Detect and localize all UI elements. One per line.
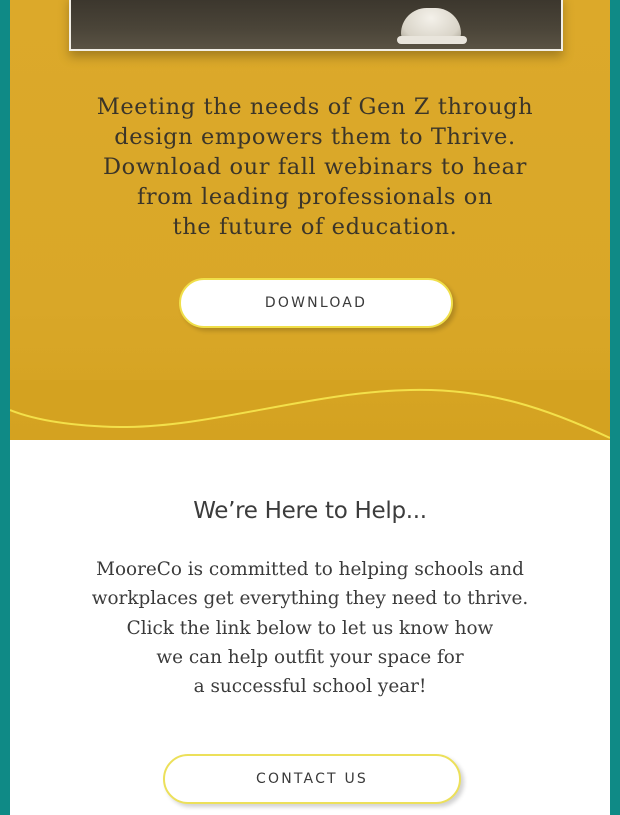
hero-line: Download our fall webinars to hear: [103, 154, 527, 180]
help-heading: We’re Here to Help...: [193, 498, 427, 524]
download-button[interactable]: DOWNLOAD: [179, 278, 453, 328]
hero-section: [10, 0, 610, 440]
hero-line: from leading professionals on: [136, 184, 494, 210]
help-line: a successful school year!: [193, 676, 427, 698]
sneaker-sole-image: [397, 36, 467, 44]
help-line: Click the link below to let us know how: [126, 617, 494, 639]
help-message: [70, 555, 550, 701]
help-line: workplaces get everything they need to thrive.: [91, 588, 529, 610]
help-line: MooreCo is committed to helping schools and: [96, 559, 524, 580]
hero-line: the future of education.: [172, 214, 458, 240]
hero-line: design empowers them to Thrive.: [114, 124, 516, 150]
help-line: we can help outfit your space for: [156, 646, 464, 668]
hero-message: [50, 92, 580, 242]
hero-photo: [69, 0, 563, 51]
hero-line: Meeting the needs of Gen Z through: [96, 94, 534, 120]
contact-us-button[interactable]: CONTACT US: [163, 754, 461, 804]
email-page: [10, 0, 610, 815]
wave-divider: [10, 380, 610, 450]
